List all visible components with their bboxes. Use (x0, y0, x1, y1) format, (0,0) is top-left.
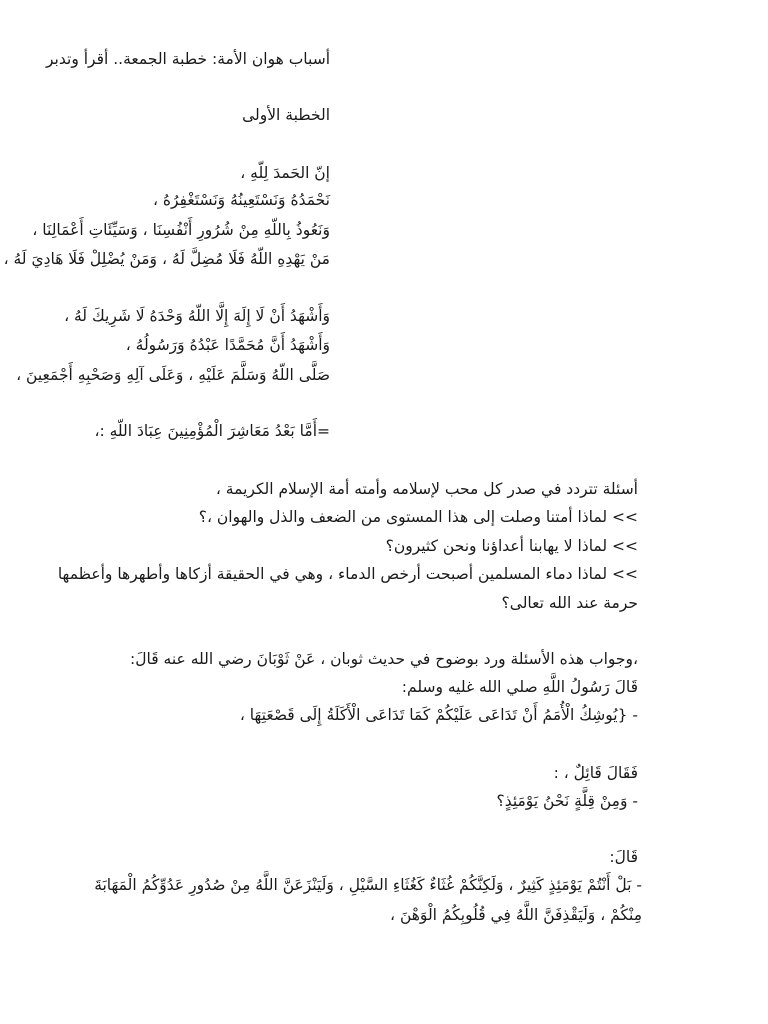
testimony-line: صَلَّى اللّهُ وَسَلَّمَ عَلَيْهِ ، وَعَلَى آلِهِ وَصَحْبِهِ أَجْمَعِينَ ، (16, 366, 330, 384)
testimony-line: وَأَشْهَدُ أَنْ لَا إِلَهَ إِلَّا اللّهُ وَحْدَهُ لَا شَرِيكَ لَهُ ، (64, 307, 330, 325)
opening-line: مَنْ يَهْدِهِ اللّهُ فَلَا مُضِلَّ لَهُ ، وَمَنْ يُضْلِلْ فَلَا هَادِيَ لَهُ ، (3, 250, 330, 268)
hadith-answer: - بَلْ أَنْتُمْ يَوْمَئِذٍ كَثِيرٌ ، وَلَكِنَّكُمْ غُثَاءٌ كَغُثَاءِ السَّيْلِ ، وَلَيَنْزَعَنَّ اللَّهُ مِنْ صُدُورِ عَدُوِّكُمُ الْمَهَابَةَ (94, 876, 642, 894)
hadith-quote: - {يُوشِكُ الْأُمَمُ أَنْ تَدَاعَى عَلَيْكُمْ كَمَا تَدَاعَى الْأَكَلَةُ إِلَى قَصْعَتِهَا ، (239, 706, 638, 724)
section-heading: الخطبة الأولى (242, 106, 330, 124)
question-item: >> لماذا دماء المسلمين أصبحت أرخص الدماء ، وهي في الحقيقة أزكاها وأطهرها وأعظمها (57, 565, 638, 583)
hadith-prophet-said: قَالَ رَسُولُ اللَّهِ صلي الله غليه وسلم: (401, 678, 638, 696)
opening-line: إنّ الحَمدَ لِلّهِ ، (240, 164, 330, 182)
hadith-question: - وَمِنْ قِلَّةٍ نَحْنُ يَوْمَئِذٍ؟ (496, 792, 638, 810)
testimony-line: وَأَشْهَدُ أَنَّ مُحَمَّدًا عَبْدُهُ وَرَسُولُهُ ، (125, 336, 330, 354)
questions-intro: أسئلة تتردد في صدر كل محب لإسلامه وأمته أمة الإسلام الكريمة ، (215, 480, 638, 498)
opening-line: نَحْمَدُهُ وَنَسْتَعِينُهُ وَنَسْتَغْفِرُهُ ، (152, 191, 330, 209)
document-title: أسباب هوان الأمة: خطبة الجمعة.. أقرأ وتدبر (46, 50, 330, 68)
hadith-intro: ،وجواب هذه الأسئلة ورد بوضوح في حديث ثوبان ، عَنْ ثَوْبَانَ رضي الله عنه قَالَ: (129, 650, 638, 668)
question-item-continuation: حرمة عند الله تعالى؟ (501, 594, 638, 612)
hadith-he-said: قَالَ: (609, 848, 638, 866)
hadith-answer-continuation: مِنْكُمْ ، وَلَيَقْذِفَنَّ اللَّهُ فِي قُلُوبِكُمُ الْوَهْنَ ، (390, 906, 642, 924)
hadith-questioner-said: فَقَالَ قَائِلٌ ، : (553, 764, 638, 782)
opening-line: وَنَعُوذُ بِاللّهِ مِنْ شُرُورِ أَنْفُسِنَا ، وَسَيِّئَاتِ أَعْمَالِنَا ، (32, 221, 330, 239)
question-item: >> لماذا لا يهابنا أعداؤنا ونحن كثيرون؟ (385, 537, 638, 555)
question-item: >> لماذا أمتنا وصلت إلى هذا المستوى من الضعف والذل والهوان ،؟ (198, 508, 638, 526)
address-line: =أَمَّا بَعْدُ مَعَاشِرَ الْمُؤْمِنِينَ عِبَادَ اللّهِ :، (94, 422, 330, 440)
